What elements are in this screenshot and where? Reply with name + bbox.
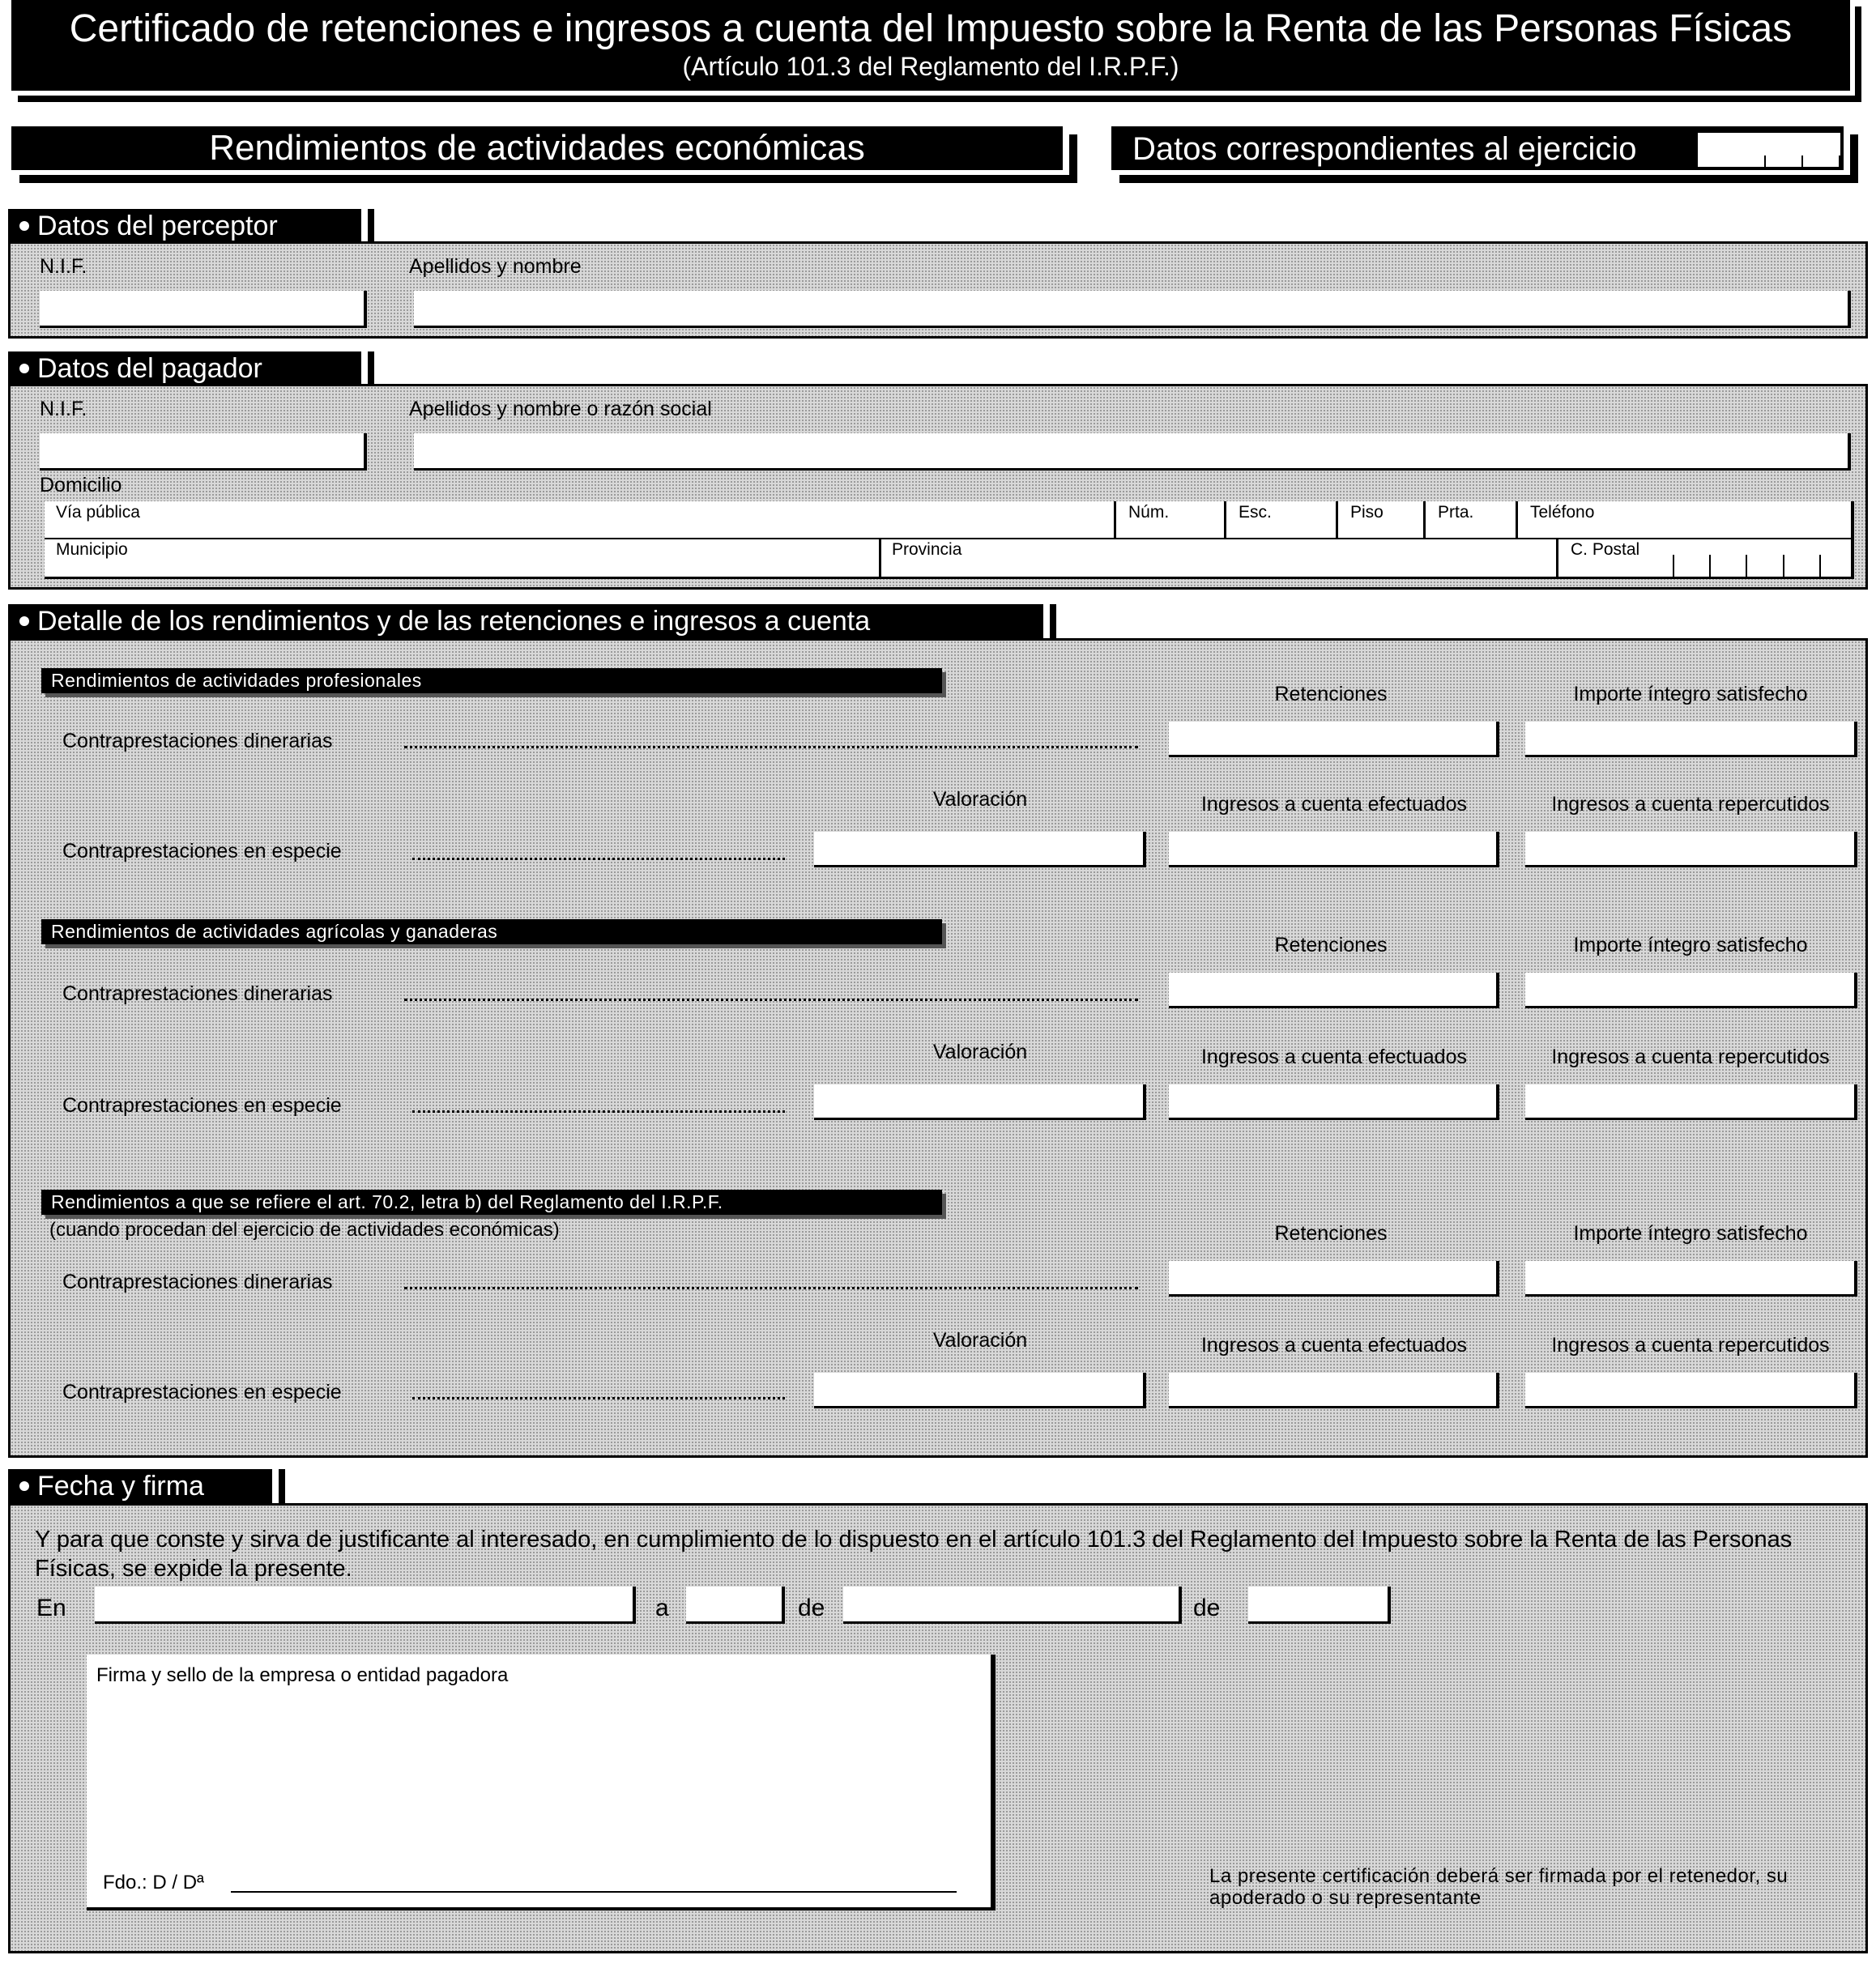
- dia-field[interactable]: [686, 1587, 785, 1624]
- block-3-valoracion-header: Valoración: [932, 1329, 1028, 1352]
- block-1-especie-label: Contraprestaciones en especie: [62, 840, 342, 863]
- banner-right: [1111, 126, 1850, 175]
- block-3-retenciones-field[interactable]: [1169, 1261, 1499, 1297]
- provincia-field[interactable]: [881, 539, 1557, 577]
- ejercicio-field[interactable]: [1698, 133, 1840, 167]
- block-3-title: Rendimientos a que se refiere el art. 70.2, letra b) del Reglamento del I.R.P.F.: [41, 1190, 942, 1215]
- address-grid: [45, 501, 1854, 579]
- block-3-valoracion-field[interactable]: [814, 1373, 1146, 1408]
- de-label-1: de: [798, 1595, 825, 1621]
- block-3-ing-efectuados-field[interactable]: [1169, 1373, 1499, 1408]
- banner-right-text: Datos correspondientes al ejercicio: [1132, 131, 1637, 167]
- section-perceptor-title: Datos del perceptor: [8, 209, 368, 243]
- block-1-ing-repercutidos-field[interactable]: [1525, 832, 1857, 867]
- firma-text: Y para que conste y sirva de justificante al interesado, en cumplimiento de lo dispuesto en el artículo 101.3 del Reglamento del Impuesto sobre la Renta de las Personas Físicas, se expide la presente.: [35, 1527, 1793, 1582]
- block-3-ing-repercutidos-field[interactable]: [1525, 1373, 1857, 1408]
- block-1-valoracion-header: Valoración: [932, 788, 1028, 811]
- esc-label: Esc.: [1239, 503, 1272, 522]
- block-2-importe-header: Importe íntegro satisfecho: [1573, 934, 1808, 956]
- banner-left: [11, 126, 1069, 175]
- form-title: Certificado de retenciones e ingresos a cuenta del Impuesto sobre la Renta de las Personas Físicas: [69, 7, 1793, 50]
- mes-field[interactable]: [843, 1587, 1182, 1624]
- signature-box-label: Firma y sello de la empresa o entidad pagadora: [96, 1664, 509, 1686]
- bullet-icon: [19, 616, 29, 626]
- block-1-importe-field[interactable]: [1525, 722, 1857, 757]
- block-2-retenciones-field[interactable]: [1169, 973, 1499, 1008]
- dot-leader: [404, 746, 1138, 748]
- block-3-ing-repercutidos-header: Ingresos a cuenta repercutidos: [1551, 1334, 1830, 1357]
- anio-field[interactable]: [1248, 1587, 1391, 1624]
- block-3-ing-efectuados-header: Ingresos a cuenta efectuados: [1200, 1334, 1467, 1357]
- bullet-icon: [19, 221, 29, 231]
- section-pagador-title: Datos del pagador: [8, 351, 368, 386]
- section-perceptor: [8, 241, 1868, 339]
- block-2-dinerarias-label: Contraprestaciones dinerarias: [62, 982, 333, 1005]
- block-3-retenciones-header: Retenciones: [1274, 1222, 1388, 1245]
- municipio-label: Municipio: [56, 540, 128, 559]
- municipio-field[interactable]: [45, 539, 879, 577]
- bullet-icon: [19, 1481, 29, 1491]
- fdo-label: Fdo.: D / Dª: [103, 1872, 204, 1893]
- perceptor-nif-label: N.I.F.: [40, 255, 87, 278]
- telefono-label: Teléfono: [1530, 503, 1595, 522]
- section-detalle-title: Detalle de los rendimientos y de las retenciones e ingresos a cuenta: [8, 604, 1050, 638]
- num-label: Núm.: [1128, 503, 1170, 522]
- block-2-importe-field[interactable]: [1525, 973, 1857, 1008]
- form-subtitle: (Artículo 101.3 del Reglamento del I.R.P.F.): [682, 52, 1179, 81]
- fdo-line: [231, 1891, 957, 1893]
- block-2-valoracion-header: Valoración: [932, 1041, 1028, 1063]
- provincia-label: Provincia: [892, 540, 962, 559]
- block-1-retenciones-field[interactable]: [1169, 722, 1499, 757]
- banner-left-text: Rendimientos de actividades económicas: [209, 128, 865, 168]
- pagador-nif-label: N.I.F.: [40, 398, 87, 420]
- block-1-dinerarias-label: Contraprestaciones dinerarias: [62, 730, 333, 752]
- block-3-especie-label: Contraprestaciones en especie: [62, 1381, 342, 1404]
- block-2-title: Rendimientos de actividades agrícolas y ganaderas: [41, 919, 942, 944]
- block-2-ing-efectuados-field[interactable]: [1169, 1084, 1499, 1120]
- block-2-retenciones-header: Retenciones: [1274, 934, 1388, 956]
- block-2-ing-efectuados-header: Ingresos a cuenta efectuados: [1200, 1046, 1467, 1068]
- block-3-note: (cuando procedan del ejercicio de actividades económicas): [49, 1219, 560, 1241]
- pagador-name-field[interactable]: [414, 433, 1851, 471]
- block-2-ing-repercutidos-header: Ingresos a cuenta repercutidos: [1551, 1046, 1830, 1068]
- block-1-ing-efectuados-field[interactable]: [1169, 832, 1499, 867]
- de-label-2: de: [1193, 1595, 1221, 1621]
- cpostal-ticks: [1673, 555, 1856, 577]
- dot-leader: [412, 858, 785, 860]
- block-1-title: Rendimientos de actividades profesionales: [41, 668, 942, 693]
- perceptor-name-label: Apellidos y nombre: [409, 255, 582, 278]
- prta-label: Prta.: [1438, 503, 1474, 522]
- block-2-valoracion-field[interactable]: [814, 1084, 1146, 1120]
- piso-label: Piso: [1350, 503, 1384, 522]
- section-firma-title: Fecha y firma: [8, 1469, 279, 1503]
- firma-note: La presente certificación deberá ser firmada por el retenedor, su apoderado o su representante: [1209, 1865, 1789, 1909]
- pagador-name-label: Apellidos y nombre o razón social: [409, 398, 712, 420]
- block-3-importe-header: Importe íntegro satisfecho: [1573, 1222, 1808, 1245]
- en-label: En: [36, 1595, 66, 1621]
- perceptor-name-field[interactable]: [414, 291, 1851, 328]
- block-1-valoracion-field[interactable]: [814, 832, 1146, 867]
- block-3-importe-field[interactable]: [1525, 1261, 1857, 1297]
- section-detalle: [8, 638, 1868, 1458]
- perceptor-nif-field[interactable]: [40, 291, 367, 328]
- dot-leader: [404, 999, 1138, 1001]
- via-publica-label: Vía pública: [56, 503, 140, 522]
- block-2-ing-repercutidos-field[interactable]: [1525, 1084, 1857, 1120]
- lugar-field[interactable]: [95, 1587, 636, 1624]
- block-3-dinerarias-label: Contraprestaciones dinerarias: [62, 1271, 333, 1293]
- block-1-ing-efectuados-header: Ingresos a cuenta efectuados: [1200, 793, 1467, 816]
- a-label: a: [655, 1595, 669, 1621]
- domicilio-label: Domicilio: [40, 474, 122, 496]
- dot-leader: [412, 1397, 785, 1399]
- header-banner: [11, 0, 1855, 96]
- signature-box[interactable]: [87, 1655, 996, 1910]
- block-1-importe-header: Importe íntegro satisfecho: [1573, 683, 1808, 705]
- via-publica-field[interactable]: [45, 501, 1114, 539]
- dot-leader: [412, 1110, 785, 1113]
- block-1-retenciones-header: Retenciones: [1274, 683, 1388, 705]
- cpostal-label: C. Postal: [1571, 540, 1640, 559]
- pagador-nif-field[interactable]: [40, 433, 367, 471]
- section-pagador: [8, 384, 1868, 590]
- section-firma: [8, 1503, 1868, 1953]
- dot-leader: [404, 1287, 1138, 1289]
- bullet-icon: [19, 364, 29, 373]
- block-2-especie-label: Contraprestaciones en especie: [62, 1094, 342, 1117]
- block-1-ing-repercutidos-header: Ingresos a cuenta repercutidos: [1551, 793, 1830, 816]
